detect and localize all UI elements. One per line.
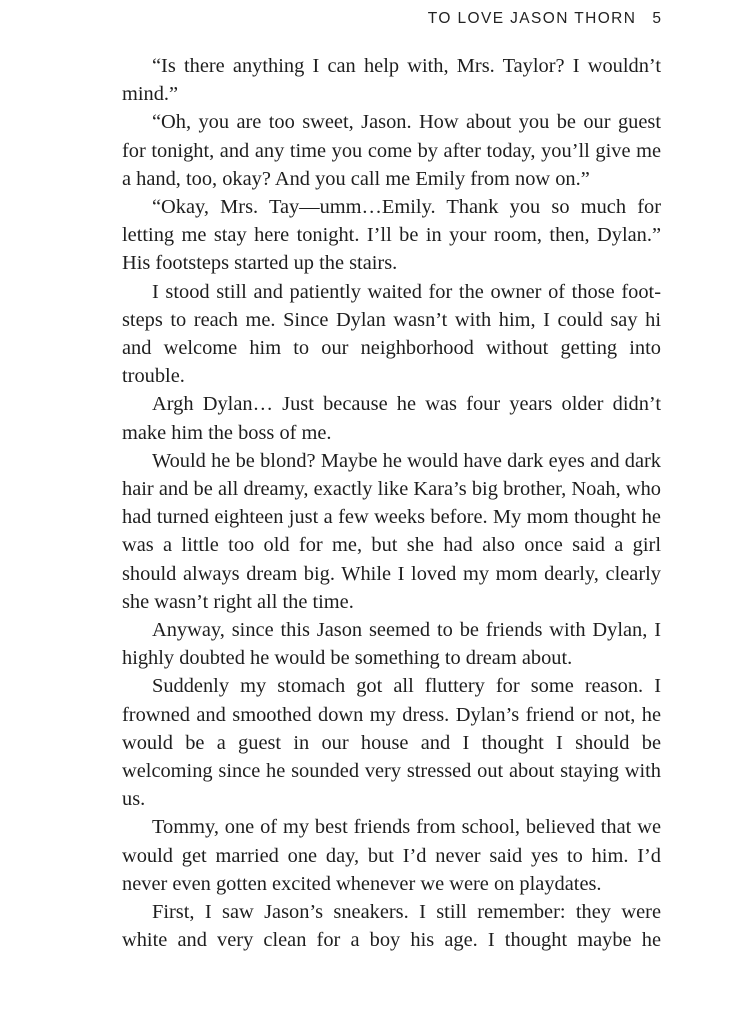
paragraph: Anyway, since this Jason seemed to be friends with Dylan, I highly doubted he would be something to dream about. — [122, 619, 661, 670]
paragraph: Suddenly my stomach got all fluttery for some reason. I frowned and smoothed down my dress. Dylan’s friend or not, he would be a guest in our house and I thought I should be welcoming since he sounded very stressed out about staying with us. — [122, 675, 661, 811]
paragraph: “Is there anything I can help with, Mrs. Taylor? I wouldn’t mind.” — [122, 55, 661, 106]
paragraph: “Oh, you are too sweet, Jason. How about you be our guest for tonight, and any time you come by after today, you’ll give me a hand, too, okay? And you call me Emily from now on.” — [122, 111, 661, 190]
paragraph: Tommy, one of my best friends from school, believed that we would get married one day, but I’d never said yes to him. I’d never even gotten excited whenever we were on playdates. — [122, 816, 661, 895]
paragraph: Would he be blond? Maybe he would have dark eyes and dark hair and be all dreamy, exactly like Kara’s big brother, Noah, who had turned eighteen just a few weeks before. My mom thought he was a little too old for me, but she had also once said a girl should always dream big. While I loved my mom dearly, clearly she wasn’t right all the time. — [122, 449, 661, 613]
paragraph: I stood still and patiently waited for the owner of those foot-steps to reach me. Since Dylan wasn’t with him, I could say hi and welcome him to our neighborhood without getting into trouble. — [122, 280, 661, 388]
body-text — [122, 52, 661, 955]
running-title: TO LOVE JASON THORN — [427, 10, 637, 27]
page-number: 5 — [652, 10, 661, 27]
paragraph: Argh Dylan… Just because he was four years older didn’t make him the boss of me. — [122, 393, 661, 444]
running-header — [428, 8, 661, 30]
paragraph: “Okay, Mrs. Tay—umm…Emily. Thank you so much for letting me stay here tonight. I’ll be in your room, then, Dylan.” His footsteps started up the stairs. — [122, 196, 661, 275]
paragraph-continued: First, I saw Jason’s sneakers. I still remember: they were white and very clean for a boy his age. I thought maybe he — [122, 901, 661, 952]
